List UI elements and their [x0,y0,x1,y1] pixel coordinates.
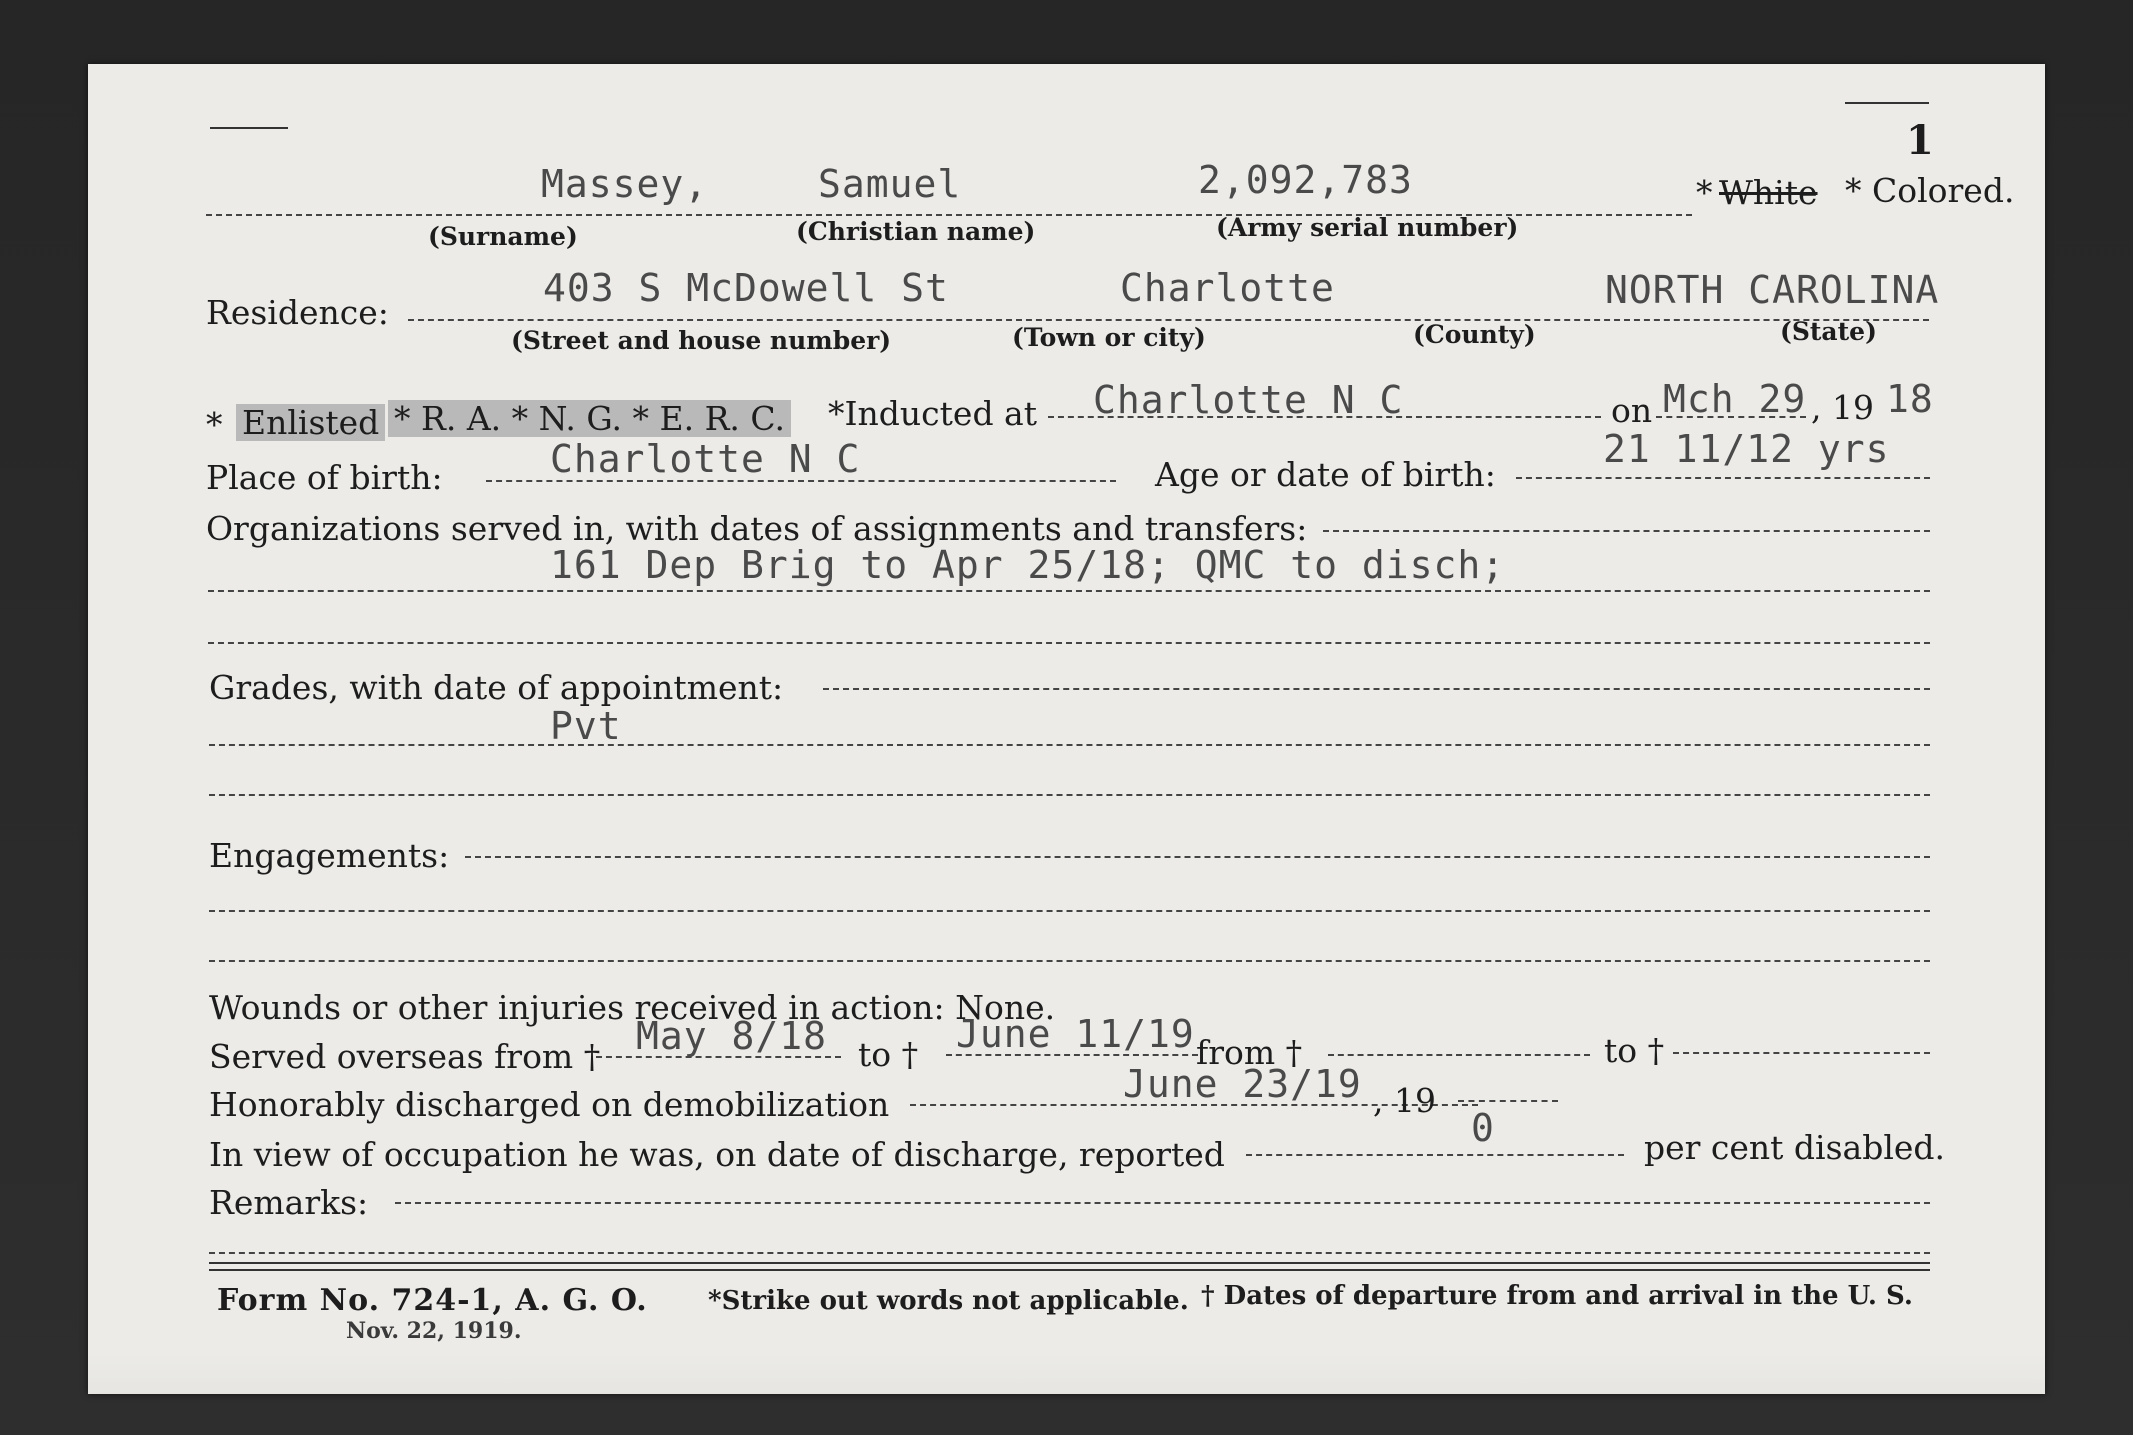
top-right-rule [1845,102,1929,104]
overseas-to-line-2 [1673,1052,1930,1054]
enlisted-option-shaded: Enlisted [236,404,385,441]
disability-label: In view of occupation he was, on date of discharge, reported [209,1135,1225,1174]
race-white-struck: White [1719,173,1818,212]
organizations-line-2 [208,590,1930,592]
remarks-label: Remarks: [209,1183,369,1222]
race-star: * [1696,173,1713,212]
organizations-value: 161 Dep Brig to Apr 25/18; QMC to disch; [550,543,1506,587]
overseas-label: Served overseas from † [209,1037,601,1076]
service-options-shaded: * R. A. * N. G. * E. R. C. [388,400,791,437]
engagements-line-2 [209,910,1930,912]
strike-note: *Strike out words not applicable. [708,1286,1189,1316]
grades-value: Pvt [550,704,622,748]
remarks-line-1 [395,1202,1930,1204]
footer-rule-1 [209,1262,1930,1264]
surname-value: Massey, [541,162,709,206]
age-line [1516,477,1930,479]
organizations-line-1 [1323,530,1930,532]
caption-state: (State) [1780,317,1877,346]
wounds-label: Wounds or other injuries received in action: None. [209,988,1056,1027]
residence-label: Residence: [206,293,389,332]
disability-line [1246,1154,1624,1156]
on-label: on [1611,391,1653,430]
dagger-note: † Dates of departure from and arrival in the U. S. [1201,1281,1913,1311]
remarks-line-2 [209,1252,1930,1254]
overseas-to-label-2: to † [1604,1031,1665,1070]
serial-number-value: 2,092,783 [1198,158,1413,202]
engagements-line-1 [465,856,1930,858]
year-prefix: , 19 [1811,388,1874,427]
discharge-year-label: , 19 [1373,1081,1436,1120]
enlisted-star: * [206,405,223,444]
overseas-to-line [946,1054,1198,1056]
grades-line-1 [823,688,1930,690]
caption-street: (Street and house number) [511,326,892,355]
age-label: Age or date of birth: [1155,455,1496,494]
overseas-to-date: June 11/19 [956,1012,1195,1056]
inducted-place: Charlotte N C [1093,378,1404,422]
place-of-birth-value: Charlotte N C [550,437,861,481]
discharge-label: Honorably discharged on demobilization [209,1085,890,1124]
inducted-label: *Inducted at [828,394,1037,433]
footer-rule-2 [209,1269,1930,1271]
place-of-birth-line [486,480,1116,482]
caption-city: (Town or city) [1012,323,1206,352]
disability-suffix: per cent disabled. [1644,1128,1946,1167]
discharge-year-line [1458,1100,1558,1102]
caption-christian-name: (Christian name) [796,217,1036,246]
date-line [1656,416,1806,418]
year-suffix: 18 [1886,377,1934,421]
top-left-rule [210,127,288,129]
place-of-birth-label: Place of birth: [206,458,443,497]
overseas-to-label: to † [858,1035,919,1074]
engagements-label: Engagements: [209,836,450,875]
grades-label: Grades, with date of appointment: [209,668,784,707]
age-value: 21 11/12 yrs [1603,427,1890,471]
grades-line-2 [209,744,1930,746]
organizations-label: Organizations served in, with dates of assignments and transfers: [206,509,1308,548]
overseas-from-date: May 8/18 [636,1014,828,1058]
engagements-line-3 [209,960,1930,962]
overseas-from-label-2: from † [1196,1033,1303,1072]
form-date: Nov. 22, 1919. [346,1318,522,1344]
discharge-date: June 23/19 [1123,1062,1362,1106]
race-colored: * Colored. [1845,171,2015,210]
disability-value: 0 [1471,1106,1495,1150]
caption-county: (County) [1413,320,1536,349]
service-record-card [88,64,2045,1394]
grades-line-3 [209,794,1930,796]
christian-name-value: Samuel [818,162,962,206]
caption-serial-number: (Army serial number) [1216,213,1519,242]
residence-state: NORTH CAROLINA [1605,268,1940,312]
residence-city: Charlotte [1120,266,1335,310]
inducted-line [1048,416,1601,418]
organizations-line-3 [208,642,1930,644]
residence-street: 403 S McDowell St [543,266,949,310]
overseas-from-line-2 [1328,1054,1590,1056]
page-number: 1 [1906,117,1934,164]
residence-line [408,319,1929,321]
inducted-date: Mch 29 [1663,377,1807,421]
form-number: Form No. 724-1, A. G. O. [217,1283,648,1318]
overseas-from-line [596,1056,841,1058]
caption-surname: (Surname) [428,222,578,251]
